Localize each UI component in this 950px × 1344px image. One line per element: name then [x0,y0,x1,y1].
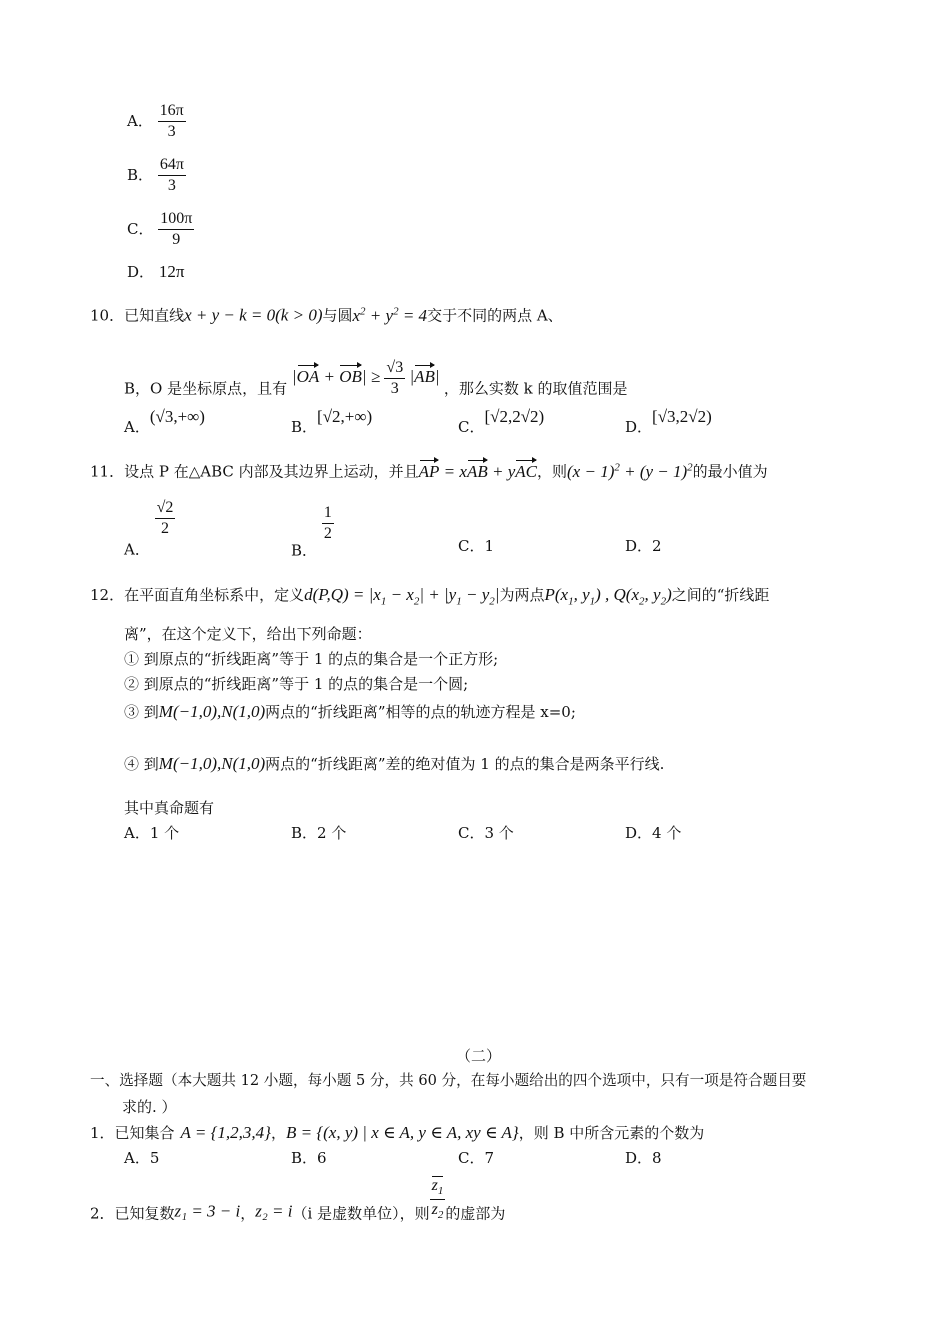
q9-option-c-fraction: $\frac{100\pi}{9}$ [160,210,193,248]
q10-line2-start: B，O 是坐标原点，且有 [124,379,288,398]
q10-option-label: A． [124,418,150,436]
p2-q1-lead: 1．已知集合 [90,1124,175,1142]
q11-option-a-fraction: $\frac{√2}{2}$ [156,499,174,537]
p2-q2-conjugate-quotient: $\frac{z_1}{z_2}$ [431,1177,444,1222]
q10-mid: 与圆 [322,306,353,325]
p2-q1-sep: ， [270,1124,286,1142]
q12-option-value: 3 个 [484,824,514,842]
q10-stem-line1 [90,306,563,324]
p2-q1-option-value: 5 [149,1149,160,1167]
q12-proposition-1: ① 到原点的“折线距离”等于 1 的点的集合是一个正方形; [124,650,499,668]
q12-points: $P(x_1$, $y_1$) , $Q(x_2$, $y_2$) [544,585,672,608]
q9-option-c [127,211,194,248]
q11-option-label: B． [291,541,318,560]
q11-option-a [124,500,175,558]
p2-q1-stem [90,1124,704,1141]
q10-option-b [291,408,372,435]
q12-option-value: 1 个 [149,824,180,842]
q10-option-label: D． [625,418,653,436]
q11-lead: 11．设点 P 在△ABC 内部及其边界上运动，并且 [90,462,419,481]
q12-prop3-pre: ③ 到 [124,703,159,721]
q9-option-a-fraction: $\frac{16\pi}{3}$ [159,102,184,140]
q12-points-mn: M(−1,0),N(1,0) [158,754,266,773]
q12-prop4-post: 两点的“折线距离”差的绝对值为 1 的点的集合是两条平行线. [265,755,665,773]
q10-stem-line2 [124,356,627,397]
q9-option-b [127,157,186,194]
section-instructions-line2: 求的. ） [122,1098,177,1116]
q12-tail: 之间的“折线距 [671,586,770,604]
q10-option-math: [√2,2√2) [484,407,545,426]
q12-prop3-post: 两点的“折线距离”相等的点的轨迹方程是 x=0; [265,703,576,721]
p2-q1-option-d [625,1151,662,1166]
q10-tail: 交于不同的两点 A、 [427,306,563,325]
q12-option-label: B． [291,824,318,842]
section-instructions-line1: 一、选择题（本大题共 12 小题，每小题 5 分，共 60 分，在每小题给出的四个选项中，只有一项是符合题目要 [90,1072,807,1089]
q10-option-a [124,408,205,435]
q9-option-b-fraction: $\frac{64\pi}{3}$ [159,156,184,194]
q12-conclusion: 其中真命题有 [124,799,215,817]
p2-q1-option-label: A． [124,1149,150,1167]
q9-option-label: C． [127,220,154,238]
q9-option-d-value: 12π [158,262,185,281]
q11-comma: ，则 [537,462,568,481]
q12-option-label: C． [458,824,485,842]
part2-header: （二） [456,1047,502,1065]
q10-option-c [458,408,544,435]
q10-lead: 10．已知直线 [90,306,185,325]
p2-q1-option-a [124,1151,159,1166]
q12-option-label: A． [124,824,150,842]
q12-option-a [124,826,179,841]
q9-option-label: B． [127,166,154,184]
p2-q2-stem [90,1176,505,1222]
q11-option-value: 1 [484,537,495,555]
p2-q2-z1: z₁ = 3 − i [174,1201,241,1221]
q11-vector-equation: AP = xAB + yAC [418,461,537,481]
q11-option-c [458,539,494,554]
q12-lead: 12．在平面直角坐标系中，定义 [90,586,305,604]
q10-line-equation: x + y − k = 0(k > 0) [184,305,323,325]
q12-proposition-3 [124,703,576,720]
q12-option-value: 2 个 [317,824,347,842]
q11-expression: $(x - 1)^2 + (y - 1)^2$ [567,461,693,481]
q11-option-value: 2 [652,537,662,555]
q12-distance-definition: $d(P,Q) = |x_1 - x_2| + |y_1 - y_2|$ [304,585,500,608]
q12-option-value: 4 个 [652,824,682,842]
p2-q1-option-value: 7 [484,1149,495,1167]
q12-proposition-2: ② 到原点的“折线距离”等于 1 的点的集合是一个圆; [124,675,469,693]
p2-q1-option-value: 6 [317,1149,327,1167]
q11-option-b-fraction: $\frac{1}{2}$ [323,504,332,542]
q10-option-math: [√2,+∞) [317,407,373,426]
p2-q1-set-a: A = {1,2,3,4} [180,1123,271,1142]
p2-q2-z2: z₂ = i [255,1201,293,1221]
p2-q1-option-label: C． [458,1149,485,1167]
q12-between: 为两点 [499,586,545,604]
q12-points-mn: M(−1,0),N(1,0) [158,702,266,721]
q10-option-math: (√3,+∞) [149,407,205,426]
q10-vector-inequality: |OA + OB| ≥ $\frac{√3}{3}$ |AB| [291,358,444,397]
p2-q1-option-c [458,1151,494,1166]
q12-stem-line2: 离”，在这个定义下，给出下列命题： [124,625,372,643]
q12-option-b [291,826,346,841]
q9-option-label: A． [127,112,153,130]
q12-proposition-4 [124,755,664,772]
p2-q2-sep: ， [240,1204,256,1223]
q11-option-label: A． [124,540,150,559]
q11-option-label: D． [625,537,653,555]
q11-option-d [625,539,662,554]
q12-option-d [625,826,681,841]
q12-stem-line1 [90,586,769,607]
p2-q1-option-label: D． [625,1149,653,1167]
q10-line2-end: ，那么实数 k 的取值范围是 [443,379,628,398]
q12-option-c [458,826,514,841]
q12-prop4-pre: ④ 到 [124,755,159,773]
q10-option-label: B． [291,418,318,436]
q9-option-a [127,103,186,140]
q10-circle-equation: $x^2 + y^2 = 4$ [352,305,428,325]
q11-option-b [291,505,334,559]
q11-tail: 的最小值为 [692,462,768,481]
q10-option-d [625,408,712,435]
q9-option-label: D． [127,263,155,281]
p2-q1-option-b [291,1151,327,1166]
p2-q1-option-label: B． [291,1149,318,1167]
p2-q1-option-value: 8 [652,1149,662,1167]
q9-option-d [127,263,184,280]
p2-q2-tail: 的虚部为 [445,1204,506,1223]
p2-q2-lead: 2．已知复数 [90,1204,175,1223]
q10-option-math: [√3,2√2) [652,407,712,426]
q12-option-label: D． [625,824,653,842]
p2-q2-paren: （i 是虚数单位），则 [292,1204,430,1223]
q11-stem [90,462,768,480]
q11-option-label: C． [458,537,485,555]
p2-q1-set-b: B = {(x, y) | x ∈ A, y ∈ A, xy ∈ A} [285,1123,519,1142]
p2-q1-tail: ，则 B 中所含元素的个数为 [518,1124,705,1142]
q10-option-label: C． [458,418,485,436]
